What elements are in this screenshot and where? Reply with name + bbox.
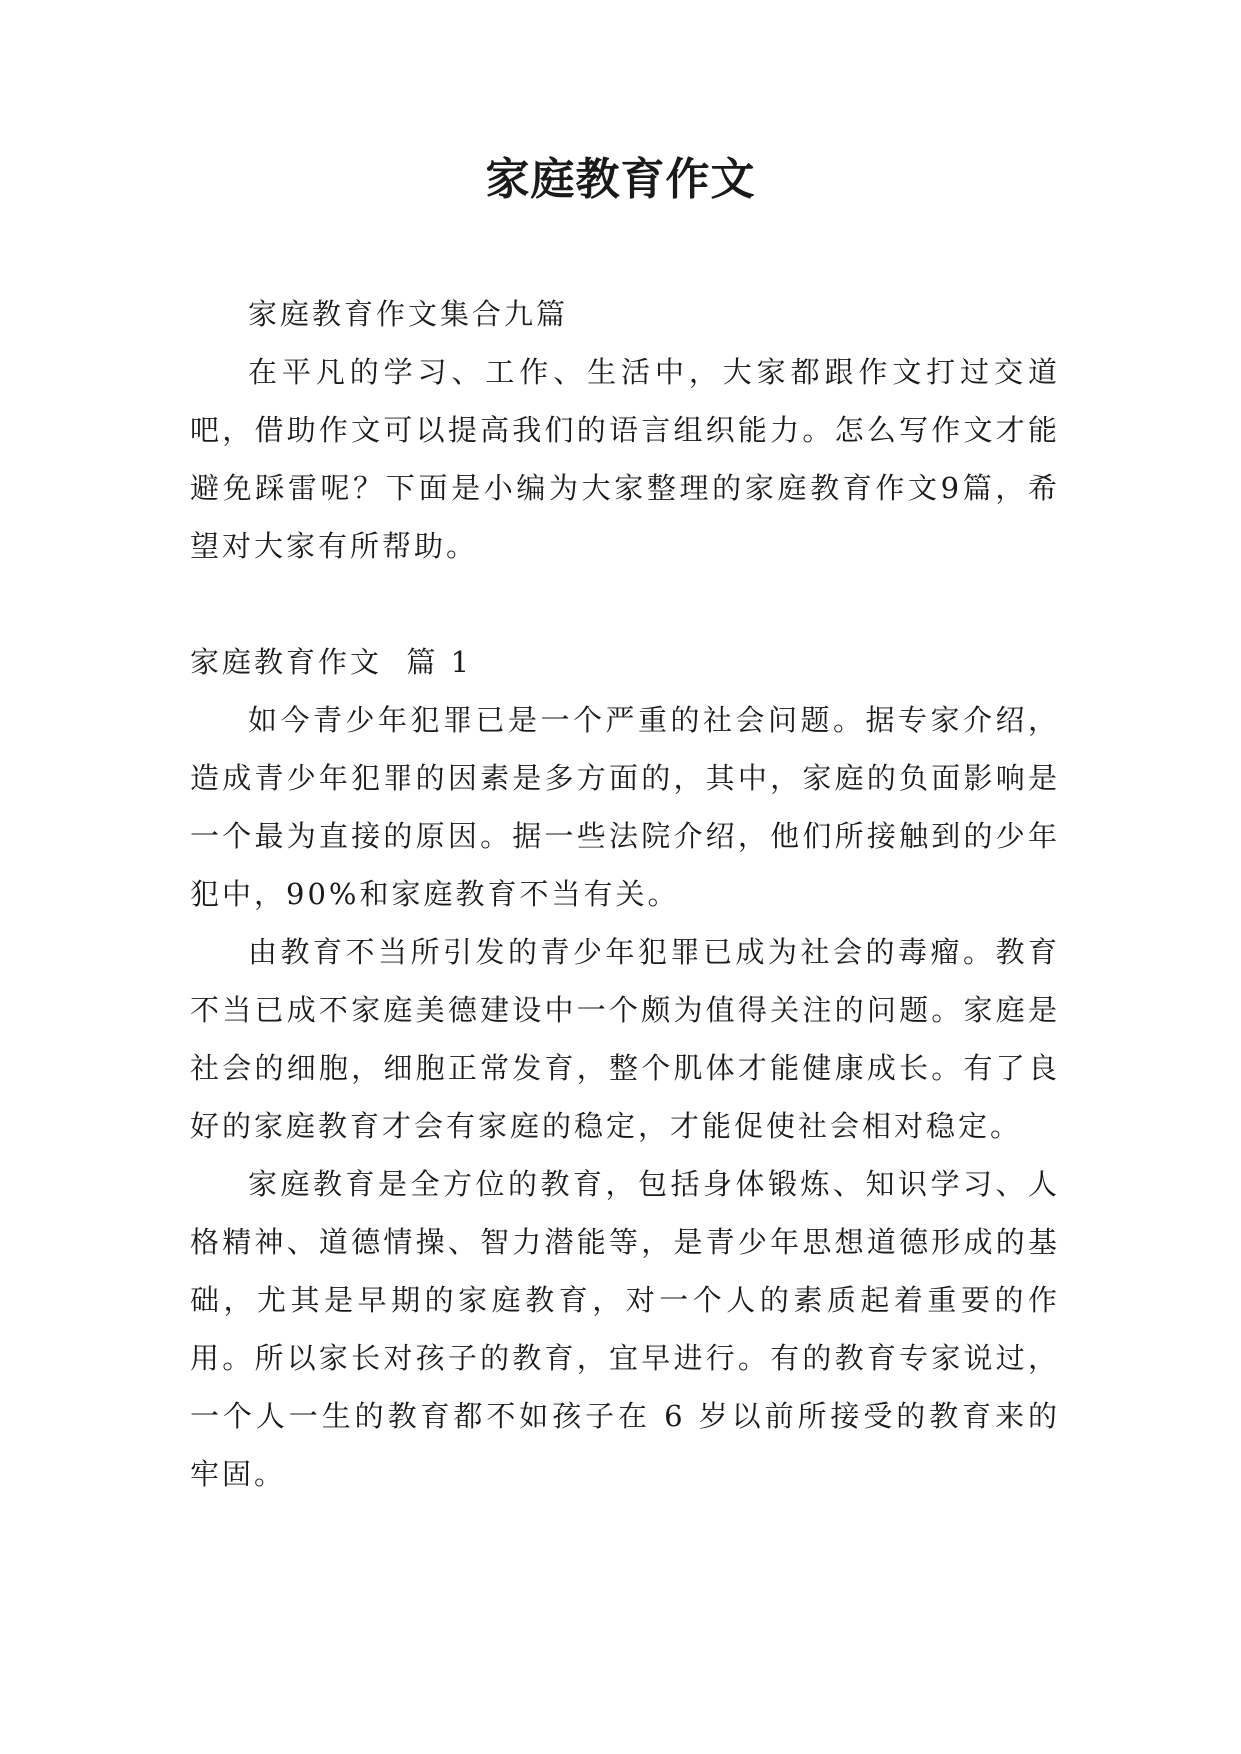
page-title: 家庭教育作文 <box>485 154 756 205</box>
document-body <box>190 285 1060 1503</box>
subtitle: 家庭教育作文集合九篇 <box>248 297 569 331</box>
paragraph-2: 由教育不当所引发的青少年犯罪已成为社会的毒瘤。教育不当已成不家庭美德建设中一个颇为值得关注的问题。家庭是社会的细胞，细胞正常发育，整个肌体才能健康成长。有了良好的家庭教育才会有家庭的稳定，才能促使社会相对稳定。 <box>190 935 1060 1143</box>
intro-paragraph: 在平凡的学习、工作、生活中，大家都跟作文打过交道吧，借助作文可以提高我们的语言组织能力。怎么写作文才能避免踩雷呢？下面是小编为大家整理的家庭教育作文9篇，希望对大家有所帮助。 <box>190 355 1060 563</box>
paragraph-3: 家庭教育是全方位的教育，包括身体锻炼、知识学习、人格精神、道德情操、智力潜能等，是青少年思想道德形成的基础，尤其是早期的家庭教育，对一个人的素质起着重要的作用。所以家长对孩子的教育，宜早进行。有的教育专家说过，一个人一生的教育都不如孩子在 6 岁以前所接受的教育来的牢固。 <box>190 1167 1060 1491</box>
section-heading: 家庭教育作文 篇 1 <box>190 645 473 679</box>
paragraph-1: 如今青少年犯罪已是一个严重的社会问题。据专家介绍，造成青少年犯罪的因素是多方面的，其中，家庭的负面影响是一个最为直接的原因。据一些法院介绍，他们所接触到的少年犯中，90%和家庭教育不当有关。 <box>190 703 1060 911</box>
